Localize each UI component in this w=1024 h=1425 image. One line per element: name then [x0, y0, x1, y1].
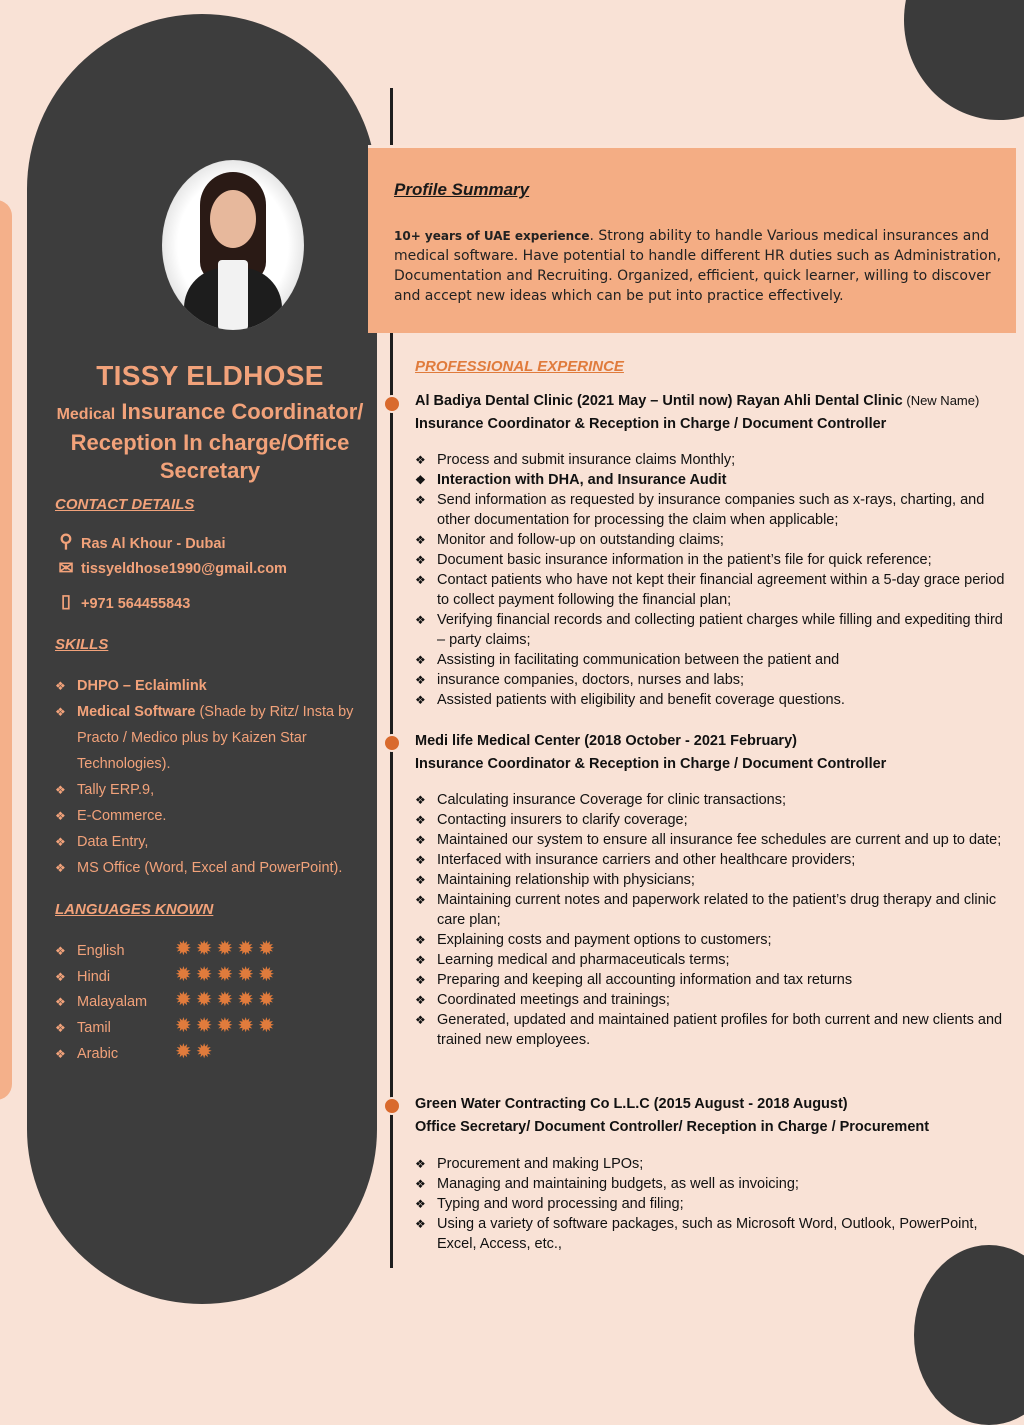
duty-item: ❖ Explaining costs and payment options to customers;	[415, 930, 1005, 950]
profile-summary-text	[394, 226, 1002, 306]
phone-text: +971 564455843	[81, 596, 191, 612]
job-duties-list	[415, 790, 1005, 1050]
language-item	[55, 938, 377, 964]
duty-item: ❖ Typing and word processing and filing;	[415, 1194, 1005, 1214]
skills-list	[55, 673, 365, 881]
skill-detail: Tally ERP.9,	[77, 782, 155, 798]
contact-email[interactable]	[55, 558, 287, 579]
duty-item: ❖ Generated, updated and maintained patient profiles for both current and new clients and trained new employees.	[415, 1010, 1005, 1050]
job-header	[415, 389, 979, 436]
mail-icon: ✉	[58, 558, 74, 578]
star-rating-icon: ✹✹	[175, 1040, 217, 1063]
profile-photo	[162, 160, 304, 330]
candidate-title	[40, 398, 380, 485]
duty-item: ❖ Send information as requested by insurance companies such as x-rays, charting, and other documentation for processing the claim when applicable;	[415, 490, 1005, 530]
duty-item: ❖ Verifying financial records and collecting patient charges while filling and expediting third – party claims;	[415, 610, 1005, 650]
duty-item: ❖ Assisting in facilitating communication between the patient and	[415, 650, 1005, 670]
phone-icon: ▯	[61, 590, 71, 611]
language-item	[55, 964, 377, 990]
contact-heading: CONTACT DETAILS	[55, 496, 195, 513]
star-rating-icon: ✹✹✹✹✹	[175, 989, 279, 1012]
timeline-dot	[383, 395, 401, 413]
language-name: Tamil	[77, 1020, 111, 1037]
experience-heading: PROFESSIONAL EXPERINCE	[415, 358, 624, 375]
language-name: Malayalam	[77, 994, 148, 1011]
languages-list	[55, 938, 377, 1066]
skill-detail: Data Entry,	[77, 834, 149, 850]
skill-item	[55, 699, 365, 777]
skill-item	[55, 777, 365, 803]
duty-item: ❖ Assisted patients with eligibility and benefit coverage questions.	[415, 690, 1005, 710]
duty-item: ❖ Monitor and follow-up on outstanding claims;	[415, 530, 1005, 550]
email-text[interactable]: tissyeldhose1990@gmail.com	[81, 560, 287, 577]
skills-heading: SKILLS	[55, 636, 109, 653]
duty-item: ❖ Interaction with DHA, and Insurance Audit	[415, 470, 1005, 490]
candidate-name: TISSY ELDHOSE	[96, 360, 324, 391]
job-duties-list	[415, 1154, 1005, 1254]
job-company: Al Badiya Dental Clinic (2021 May – Until now) Rayan Ahli Dental Clinic	[415, 393, 903, 409]
profile-body: . Strong ability to handle Various medical insurances and medical software. Have potential to handle different HR duties such as Administration, Documentation and Recruiting. Organized, efficient, quick learner, willing to discover and accept new ideas which can be put into practice effectively.	[394, 228, 1002, 304]
skill-item	[55, 829, 365, 855]
duty-item: ❖ Document basic insurance information in the patient’s file for quick reference;	[415, 550, 1005, 570]
duty-item: ❖ Contact patients who have not kept their financial agreement within a 5-day grace period to collect payment following the financial plan;	[415, 570, 1005, 610]
language-item	[55, 989, 377, 1015]
skill-name: Medical Software	[77, 704, 196, 720]
skill-item	[55, 855, 365, 881]
language-name: English	[77, 943, 125, 959]
duty-item: ❖ Learning medical and pharmaceuticals terms;	[415, 950, 1005, 970]
decorative-corner-bottom-right	[914, 1245, 1024, 1425]
duty-item: ❖ Procurement and making LPOs;	[415, 1154, 1005, 1174]
job-role: Insurance Coordinator & Reception in Charge / Document Controller	[415, 756, 887, 772]
language-item	[55, 1015, 377, 1041]
duty-item: ❖ insurance companies, doctors, nurses and labs;	[415, 670, 1005, 690]
duty-item: ❖ Managing and maintaining budgets, as well as invoicing;	[415, 1174, 1005, 1194]
location-text: Ras Al Khour - Dubai	[81, 536, 226, 552]
duty-item: ❖ Maintaining relationship with physicians;	[415, 870, 1005, 890]
star-rating-icon: ✹✹✹✹✹	[175, 1015, 279, 1038]
skill-name: DHPO – Eclaimlink	[77, 678, 207, 694]
title-main: Insurance Coordinator/ Reception In charge/Office Secretary	[70, 399, 364, 483]
job-company-note: (New Name)	[902, 393, 980, 408]
job-role: Office Secretary/ Document Controller/ Reception in Charge / Procurement	[415, 1119, 930, 1135]
duty-item: ❖ Using a variety of software packages, such as Microsoft Word, Outlook, PowerPoint, Excel, Access, etc.,	[415, 1214, 1005, 1254]
decorative-left-strip	[0, 200, 12, 1100]
skill-item	[55, 673, 365, 699]
skill-detail: (Shade by Ritz/ Insta by Practo / Medico plus by Kaizen Star Technologies).	[77, 704, 354, 772]
contact-location	[55, 530, 225, 552]
contact-phone	[55, 590, 190, 612]
languages-heading: LANGUAGES KNOWN	[55, 901, 214, 918]
location-pin-icon: ⚲	[59, 530, 73, 551]
profile-summary-box	[368, 145, 1016, 333]
duty-item: ❖ Maintaining current notes and paperwork related to the patient’s drug therapy and clinic care plan;	[415, 890, 1005, 930]
star-rating-icon: ✹✹✹✹✹	[175, 938, 279, 960]
skill-detail: E-Commerce.	[77, 808, 167, 824]
duty-item: ❖ Process and submit insurance claims Monthly;	[415, 450, 1005, 470]
decorative-corner-top-right	[904, 0, 1024, 120]
job-header	[415, 729, 886, 776]
duty-item: ❖ Contacting insurers to clarify coverage;	[415, 810, 1005, 830]
profile-lead: 10+ years of UAE experience	[394, 229, 590, 243]
title-prefix: Medical	[56, 406, 116, 423]
job-role: Insurance Coordinator & Reception in Charge / Document Controller	[415, 416, 887, 432]
job-company: Medi life Medical Center (2018 October - 2021 February)	[415, 733, 797, 749]
skill-item	[55, 803, 365, 829]
timeline-dot	[383, 1097, 401, 1115]
profile-summary-heading: Profile Summary	[394, 180, 530, 199]
job-duties-list	[415, 450, 1005, 710]
job-header	[415, 1092, 929, 1139]
language-name: Arabic	[77, 1045, 119, 1062]
language-name: Hindi	[77, 968, 111, 985]
duty-item: ❖ Coordinated meetings and trainings;	[415, 990, 1005, 1010]
duty-item: ❖ Calculating insurance Coverage for clinic transactions;	[415, 790, 1005, 810]
timeline-dot	[383, 734, 401, 752]
duty-item: ❖ Maintained our system to ensure all insurance fee schedules are current and up to date;	[415, 830, 1005, 850]
duty-item: ❖ Interfaced with insurance carriers and other healthcare providers;	[415, 850, 1005, 870]
language-item	[55, 1041, 377, 1067]
duty-item: ❖ Preparing and keeping all accounting information and tax returns	[415, 970, 1005, 990]
star-rating-icon: ✹✹✹✹✹	[175, 963, 279, 986]
job-company: Green Water Contracting Co L.L.C (2015 August - 2018 August)	[415, 1096, 848, 1112]
skill-detail: MS Office (Word, Excel and PowerPoint).	[77, 860, 343, 876]
